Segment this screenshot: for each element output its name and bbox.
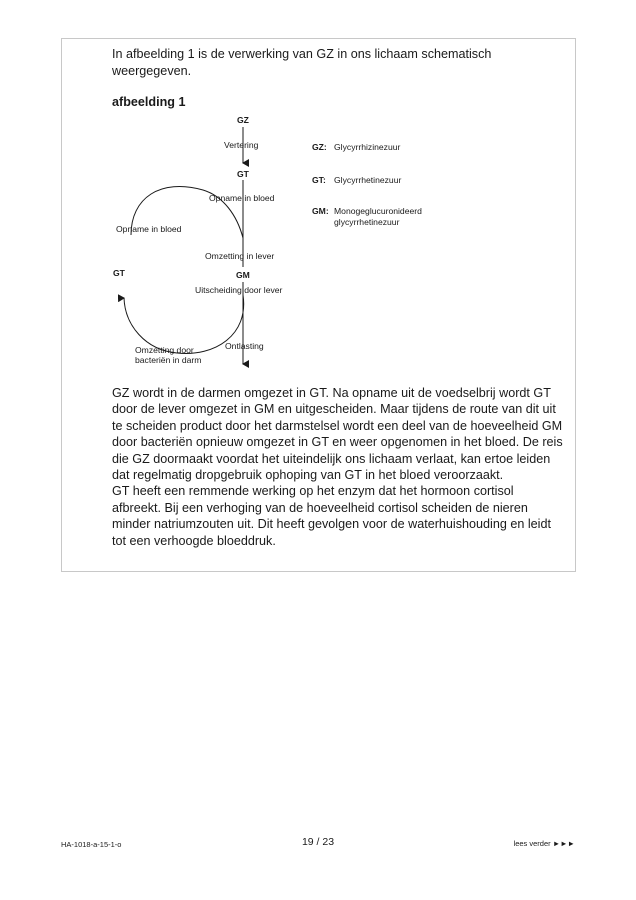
node-gt-top: GT	[237, 169, 249, 179]
legend-key-gz: GZ:	[312, 142, 327, 152]
paragraph-1: GZ wordt in de darmen omgezet in GT. Na opname uit de voedselbrij wordt GT door de lever omgezet in GM en uitgescheiden. Maar tijdens de route van dit uit te scheiden product door het darmstelsel wordt een deel van de hoeveelheid GM door bacteriën opnieuw omgezet in GT en weer opgenomen in het bloed. De reis die GZ doormaakt voordat het uiteindelijk ons lichaam verlaat, kan ertoe leiden dat regelmatig dropgebruik ophoping van GT in het bloed veroorzaakt.	[112, 386, 563, 483]
node-gm: GM	[236, 270, 250, 280]
label-opname-left: Opname in bloed	[116, 224, 182, 234]
legend-key-gt: GT:	[312, 175, 326, 185]
label-omzetting-door-2: bacteriën in darm	[135, 355, 202, 365]
paragraph-2: GT heeft een remmende werking op het enzym dat het hormoon cortisol afbreekt. Bij een verhoging van de hoeveelheid cortisol scheiden de nieren minder natriumzouten uit. Dit heeft gevolgen voor de waterhuishouding en leidt tot een verhoogde bloeddruk.	[112, 484, 551, 548]
page-number: 19 / 23	[301, 836, 335, 848]
label-omzetting-door-1: Omzetting door	[135, 345, 194, 355]
label-opname-top: Opname in bloed	[209, 193, 275, 203]
exam-code: HA-1018-a-15-1-o	[61, 840, 122, 849]
legend-key-gm: GM:	[312, 206, 329, 216]
metabolism-diagram	[105, 110, 465, 370]
legend-value-gt: Glycyrrhetinezuur	[334, 175, 402, 185]
continue-label: lees verder ►►►	[513, 839, 575, 848]
label-ontlasting: Ontlasting	[225, 341, 264, 351]
body-text	[112, 385, 564, 549]
figure-heading: afbeelding 1	[112, 95, 186, 109]
legend-value-gm-1: Monogeglucuronideerd	[334, 206, 422, 216]
legend-value-gz: Glycyrrhizinezuur	[334, 142, 401, 152]
label-vertering: Vertering	[224, 140, 259, 150]
node-gt-left: GT	[113, 268, 125, 278]
label-omzetting-lever: Omzetting in lever	[205, 251, 275, 261]
page-footer	[0, 836, 636, 850]
label-uitscheiding: Uitscheiding door lever	[195, 285, 283, 295]
node-gz: GZ	[237, 115, 249, 125]
intro-text: In afbeelding 1 is de verwerking van GZ in ons lichaam schematisch weergegeven.	[112, 47, 492, 78]
legend-value-gm-2: glycyrrhetinezuur	[334, 217, 400, 227]
